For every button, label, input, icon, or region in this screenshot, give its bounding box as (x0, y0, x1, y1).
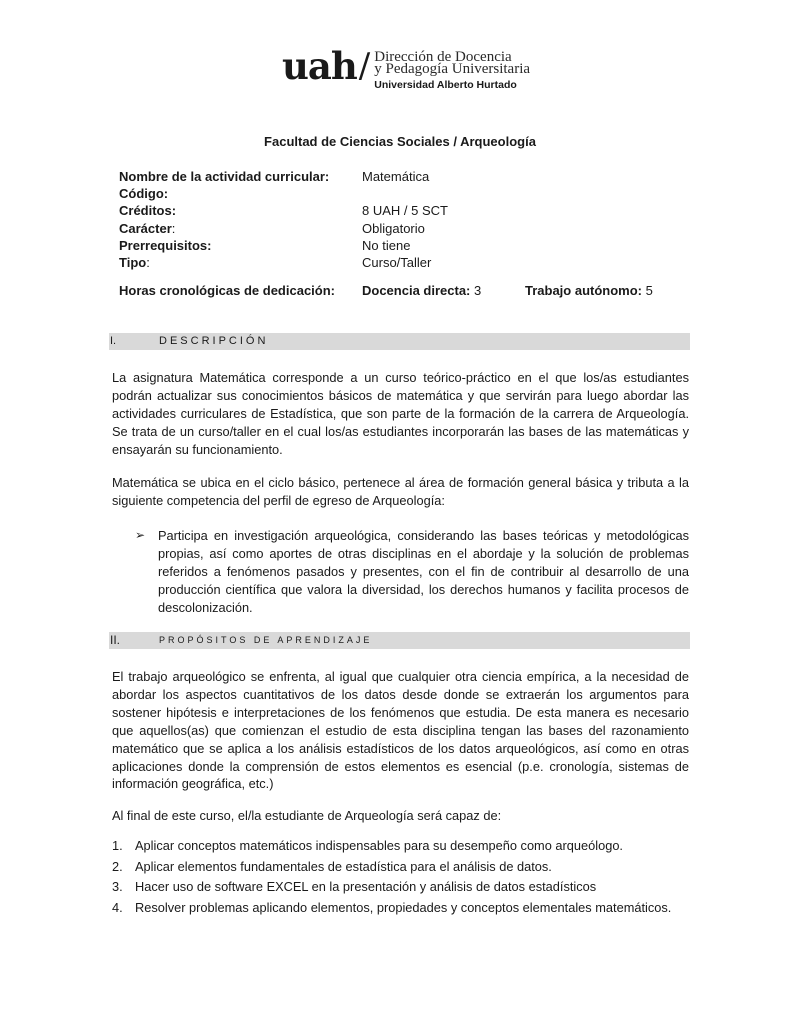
page-title: Facultad de Ciencias Sociales / Arqueología (264, 134, 536, 149)
logo-slash: / (358, 46, 371, 86)
autonomo-label: Trabajo autónomo: (525, 283, 642, 298)
caracter-label (119, 220, 362, 237)
nombre-value: Matemática (362, 169, 430, 184)
propositos-paragraph: El trabajo arqueológico se enfrenta, al igual que cualquier otra ciencia empírica, a la necesidad de abordar los aspectos cuantitativos de los datos desde donde se extraerán los argumentos para sostener hipótesis e interpretaciones de los fenómenos que estudia. De esta manera es necesario que aquellos(as) que comienzan el estudio de esta disciplina tengan las bases del razonamiento matemático que se aplica a los análisis estadísticos de los datos arqueológicos, así como en otras aplicaciones donde la comprensión de estos elementos es esencial (p.e. cronología, sistemas de información geográfica, etc.) (112, 669, 689, 792)
logo-mark: uah (282, 44, 357, 88)
section-title-initial: D (159, 335, 170, 347)
list-item-text: Resolver problemas aplicando elementos, propiedades y conceptos elementales matemáticos. (135, 899, 672, 915)
list-item (112, 877, 702, 898)
list-item-number: 2. (112, 858, 123, 874)
docencia-label: Docencia directa: (362, 283, 471, 298)
tipo-label-bold: Tipo (119, 254, 147, 270)
info-row-caracter (119, 220, 679, 237)
info-row-creditos (119, 202, 679, 219)
propositos-intro: Al final de este curso, el/la estudiante de Arqueología será capaz de: (112, 808, 502, 823)
section-title (159, 333, 268, 350)
logo-university: Universidad Alberto Hurtado (374, 79, 517, 91)
competency-bullet (135, 527, 689, 617)
section-header-propositos (109, 632, 690, 649)
tipo-value: Curso/Taller (362, 254, 432, 270)
descripcion-paragraph-1: La asignatura Matemática corresponde a un curso teórico-práctico en el que los/as estudiantes podrán actualizar sus conocimientos básicos de matemática y que servirán para luego abordar las actividades curriculares de Estadística, que son parte de la formación de la carrera de Arqueología. Se trata de un curso/taller en el cual los/as estudiantes incorporarán las bases de las matemáticas y ensayarán su funcionamiento. (112, 370, 689, 457)
list-item (112, 898, 702, 919)
prerrequisitos-label: Prerrequisitos: (119, 237, 212, 253)
horas-label: Horas cronológicas de dedicación: (119, 283, 335, 298)
info-row-nombre (119, 168, 679, 185)
info-row-prerrequisitos (119, 237, 679, 254)
list-item-number: 4. (112, 899, 123, 915)
caracter-value: Obligatorio (362, 220, 425, 236)
list-item-number: 3. (112, 879, 123, 894)
caracter-label-bold: Carácter (119, 220, 172, 236)
list-item (112, 836, 702, 857)
section-title-rest: ESCRIPCIÓN (169, 335, 269, 347)
learning-outcomes-list (112, 836, 702, 918)
tipo-label-colon: : (146, 254, 150, 270)
logo-text (374, 51, 530, 92)
creditos-label: Créditos: (119, 203, 177, 219)
list-item-number: 1. (112, 838, 123, 853)
logo-line-2: y Pedagogía Universitaria (374, 61, 531, 77)
section-title: PROPÓSITOS DE APRENDIZAJE (159, 635, 373, 645)
docencia-directa (362, 282, 525, 299)
info-row-tipo (119, 254, 679, 271)
uah-logo (282, 46, 530, 92)
list-item-text: Hacer uso de software EXCEL en la presentación y análisis de datos estadísticos (135, 879, 597, 894)
prerrequisitos-value: No tiene (362, 237, 411, 253)
section-number: II. (110, 633, 121, 647)
list-item (112, 857, 702, 878)
trabajo-autonomo (525, 282, 653, 299)
course-info (119, 168, 679, 271)
section-header-descripcion (109, 333, 690, 350)
logo-line-1: Dirección de Docencia (374, 49, 512, 65)
docencia-value: 3 (474, 283, 482, 298)
nombre-label: Nombre de la actividad curricular: (119, 169, 330, 184)
info-row-codigo (119, 185, 679, 202)
codigo-label: Código: (119, 186, 169, 202)
autonomo-value: 5 (645, 283, 653, 298)
competency-text: Participa en investigación arqueológica, considerando las bases teóricas y metodológicas propias, así como aportes de otras disciplinas en el abordaje y la solución de problemas referidos a fenómenos pasados y presentes, con el fin de contribuir al desarrollo de una producción científica que valora la diversidad, los derechos humanos y facilita procesos de descolonización. (158, 528, 689, 615)
tipo-label (119, 254, 362, 271)
hours-row (119, 282, 653, 299)
list-item-text: Aplicar conceptos matemáticos indispensables para su desempeño como arqueólogo. (135, 838, 623, 853)
creditos-value: 8 UAH / 5 SCT (362, 203, 448, 219)
section-number: I. (110, 335, 117, 347)
caracter-label-colon: : (171, 220, 176, 236)
descripcion-paragraph-2: Matemática se ubica en el ciclo básico, pertenece al área de formación general básica y tributa a la siguiente competencia del perfil de egreso de Arqueología: (112, 475, 689, 508)
arrow-bullet-icon: ➢ (135, 528, 146, 542)
list-item-text: Aplicar elementos fundamentales de estadística para el análisis de datos. (135, 858, 552, 874)
